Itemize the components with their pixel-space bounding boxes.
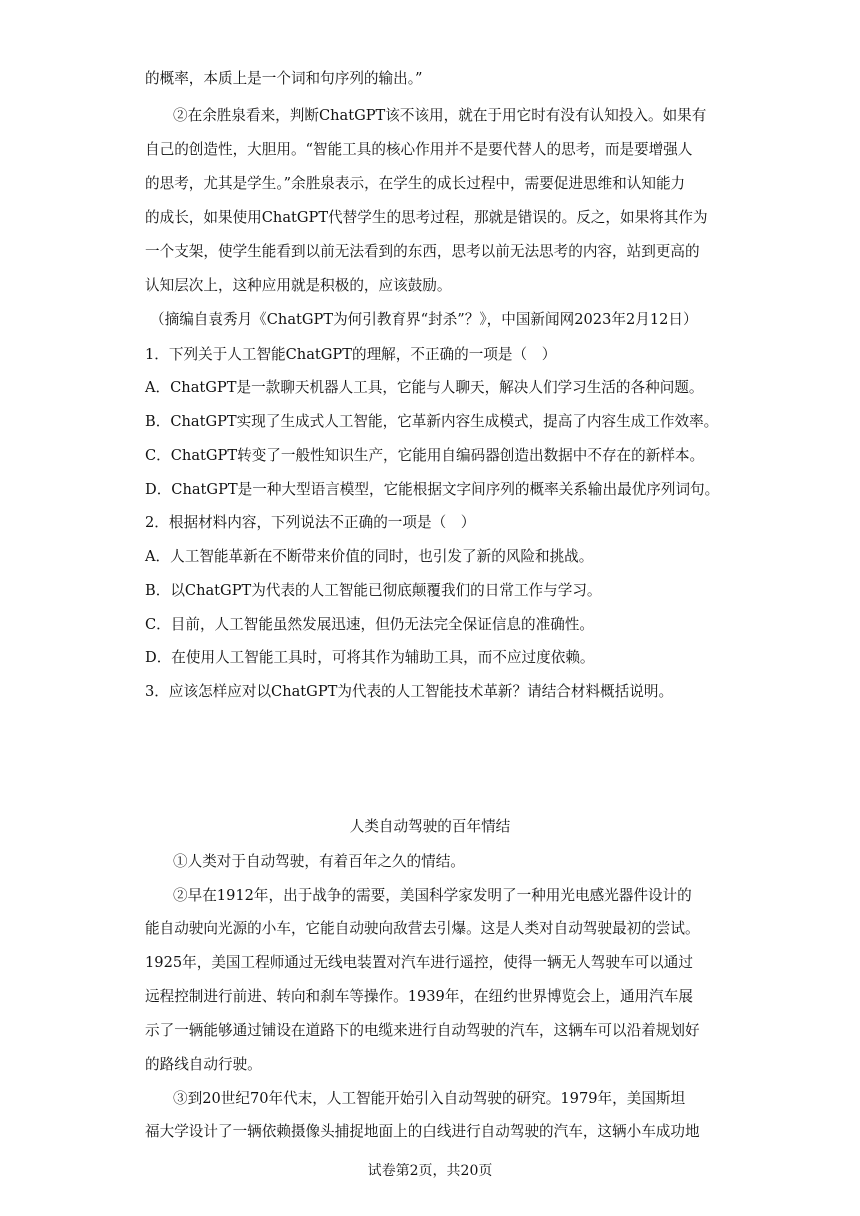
option-2d: D．在使用人工智能工具时，可将其作为辅助工具，而不应过度依赖。 — [145, 649, 595, 666]
article-line: 的路线自动行驶。 — [145, 1056, 262, 1073]
passage-line: 的成长，如果使用ChatGPT代替学生的思考过程，那就是错误的。反之，如果将其作为 — [145, 209, 708, 226]
article-line: 能自动驶向光源的小车，它能自动驶向敌营去引爆。这是人类对自动驾驶最初的尝试。 — [145, 920, 700, 937]
article-line: 远程控制进行前进、转向和刹车等操作。1939年，在纽约世界博览会上，通用汽车展 — [145, 988, 693, 1005]
passage-line: 自己的创造性，大胆用。“智能工具的核心作用并不是要代替人的思考，而是要增强人 — [145, 141, 693, 158]
article-line: ③到20世纪70年代末，人工智能开始引入自动驾驶的研究。1979年，美国斯坦 — [173, 1090, 686, 1107]
question-1: 1．下列关于人工智能ChatGPT的理解，不正确的一项是（ ） — [145, 346, 557, 363]
option-2b: B．以ChatGPT为代表的人工智能已彻底颠覆我们的日常工作与学习。 — [145, 582, 602, 599]
article-line: ①人类对于自动驾驶，有着百年之久的情结。 — [173, 853, 465, 870]
page-footer: 试卷第2页，共20页 — [367, 1163, 493, 1179]
question-3: 3．应该怎样应对以ChatGPT为代表的人工智能技术革新？请结合材料概括说明。 — [145, 683, 674, 700]
source-citation: （摘编自袁秀月《ChatGPT为何引教育界“封杀”？》，中国新闻网2023年2月12日） — [150, 311, 698, 328]
option-2a: A．人工智能革新在不断带来价值的同时，也引发了新的风险和挑战。 — [145, 548, 594, 565]
option-1a: A．ChatGPT是一款聊天机器人工具，它能与人聊天，解决人们学习生活的各种问题。 — [145, 379, 704, 396]
passage-line: 认知层次上，这种应用就是积极的，应该鼓励。 — [145, 277, 452, 294]
question-2: 2．根据材料内容，下列说法不正确的一项是（ ） — [145, 514, 476, 531]
passage-line: 一个支架，使学生能看到以前无法看到的东西，思考以前无法思考的内容，站到更高的 — [145, 243, 700, 260]
option-1c: C．ChatGPT转变了一般性知识生产，它能用自编码器创造出数据中不存在的新样本。 — [145, 447, 705, 464]
article-title: 人类自动驾驶的百年情结 — [349, 818, 511, 835]
option-1b: B．ChatGPT实现了生成式人工智能，它革新内容生成模式，提高了内容生成工作效率。 — [145, 413, 719, 430]
passage-line: ②在余胜泉看来，判断ChatGPT该不该用，就在于用它时有没有认知投入。如果有 — [173, 107, 707, 124]
article-line: ②早在1912年，出于战争的需要，美国科学家发明了一种用光电感光器件设计的 — [173, 887, 692, 904]
article-line: 示了一辆能够通过铺设在道路下的电缆来进行自动驾驶的汽车，这辆车可以沿着规划好 — [145, 1022, 700, 1039]
passage-line: 的概率，本质上是一个词和句序列的输出。” — [145, 70, 423, 87]
article-line: 福大学设计了一辆依赖摄像头捕捉地面上的白线进行自动驾驶的汽车，这辆小车成功地 — [145, 1123, 700, 1140]
passage-line: 的思考，尤其是学生。”余胜泉表示，在学生的成长过程中，需要促进思维和认知能力 — [145, 175, 686, 192]
article-line: 1925年，美国工程师通过无线电装置对汽车进行遥控，使得一辆无人驾驶车可以通过 — [145, 954, 693, 971]
option-1d: D．ChatGPT是一种大型语言模型，它能根据文字间序列的概率关系输出最优序列词句。 — [145, 481, 720, 498]
option-2c: C．目前，人工智能虽然发展迅速，但仍无法完全保证信息的准确性。 — [145, 616, 594, 633]
